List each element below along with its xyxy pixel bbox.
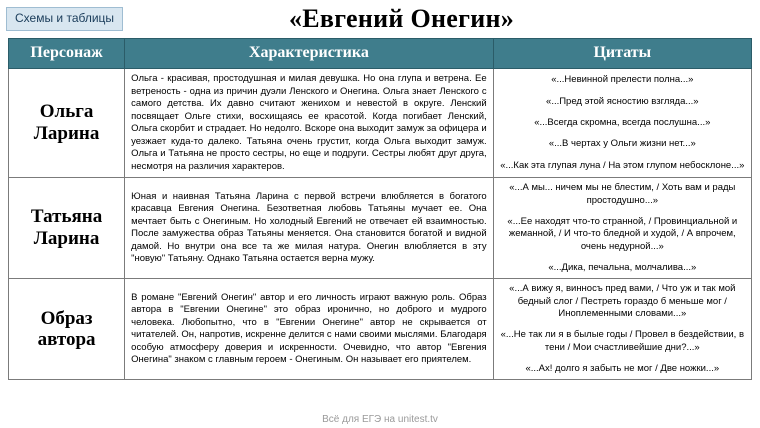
persona-quotes bbox=[493, 178, 751, 279]
header bbox=[0, 0, 760, 36]
table-body bbox=[9, 69, 752, 380]
persona-name: Образ автора bbox=[9, 279, 125, 380]
table-row bbox=[9, 279, 752, 380]
table-header-row bbox=[9, 39, 752, 69]
persona-quotes bbox=[493, 69, 751, 178]
table-row bbox=[9, 69, 752, 178]
persona-characteristic: Ольга - красивая, простодушная и милая девушка. Но она глупа и ветрена. Ее ветреность - одна из причин дуэли Ленского и Онегина. Ольга знает Ленского с самого детства. Их давно считают женихом и невестой в округе. Ленский посвящает Ольге стихи, восхищаясь ее красотой. Когда погибает Ленский, Ольга скорбит и страдает. Но недолго. Вскоре она выходит замуж за офицера и уезжает куда-то далеко. Татьяна очень грустит, когда Ольга выходит замуж. Ольга и Татьяна не просто сестры, но еще и подруги. Сестры любят друг друга, несмотря на различия характеров. bbox=[125, 69, 493, 178]
quote-item: «...Ах! долго я забыть не мог / Две ножки...» bbox=[525, 363, 720, 375]
quote-item: «...В чертах у Ольги жизни нет...» bbox=[548, 138, 696, 150]
table-row bbox=[9, 178, 752, 279]
quote-item: «...А мы... ничем мы не блестим, / Хоть вам и рады простодушно...» bbox=[509, 182, 736, 206]
footer-credit: Всё для ЕГЭ на unitest.tv bbox=[322, 414, 438, 425]
quote-item: «...Ее находят что-то странной, / Провинциальной и жеманной, / И что-то бледной и худой, / А впрочем, очень недурной...» bbox=[507, 215, 738, 252]
quote-item: «...Пред этой ясностию взгляда...» bbox=[546, 95, 699, 107]
column-header-persona: Персонаж bbox=[9, 39, 125, 69]
page-title: «Евгений Онегин» bbox=[288, 4, 515, 33]
characters-table bbox=[8, 38, 752, 380]
persona-characteristic: В романе "Евгений Онегин" автор и его личность играют важную роль. Образ автора в "Евгении Онегине" это образ иронично, но доброго и мудрого человека. Любопытно, что в "Евгении Онегине" автор не скрывается от читателей. Он, напротив, искренне делится с нами своими мыслями. Благодаря особую атмосферу доверия и искренности. Очевидно, что автор "Евгения Онегина" знаком с главным героем - Онегиным. Он называет его приятелем. bbox=[125, 279, 493, 380]
persona-name: Ольга Ларина bbox=[9, 69, 125, 178]
quote-item: «...А вижу я, винносъ пред вами, / Что уж и так мой бедный слог / Пестреть гораздо б меньше мог / Иноплеменными словами...» bbox=[509, 283, 736, 319]
column-header-characteristic: Характеристика bbox=[125, 39, 493, 69]
quote-item: «...Не так ли я в былые годы / Провел в бездействии, в тени / Мои счастливейшие дни?...» bbox=[500, 329, 745, 353]
quote-item: «...Невинной прелести полна...» bbox=[551, 74, 694, 86]
column-header-quotes: Цитаты bbox=[493, 39, 751, 69]
quote-item: «...Дика, печальна, молчалива...» bbox=[548, 261, 697, 273]
quote-item: «...Как эта глупая луна / На этом глупом небосклоне...» bbox=[500, 159, 745, 171]
quote-item: «...Всегда скромна, всегда послушна...» bbox=[534, 116, 711, 128]
persona-characteristic: Юная и наивная Татьяна Ларина с первой встречи влюбляется в богатого красавца Евгения Онегина. Безответная любовь Татьяны мучает ее. Она мечтает быть с Онегиным. Но холодный Евгений не отвечает ей взаимностью. После замужества образ Татьяны меняется. Она становится богатой и видной дамой. Но внутри она все та же милая натура. Онегин влюбляется в эту "новую" Татьяну. Однако Татьяна остается верна мужу. bbox=[125, 178, 493, 279]
persona-name: Татьяна Ларина bbox=[9, 178, 125, 279]
persona-quotes bbox=[493, 279, 751, 380]
category-badge: Схемы и таблицы bbox=[6, 7, 123, 31]
